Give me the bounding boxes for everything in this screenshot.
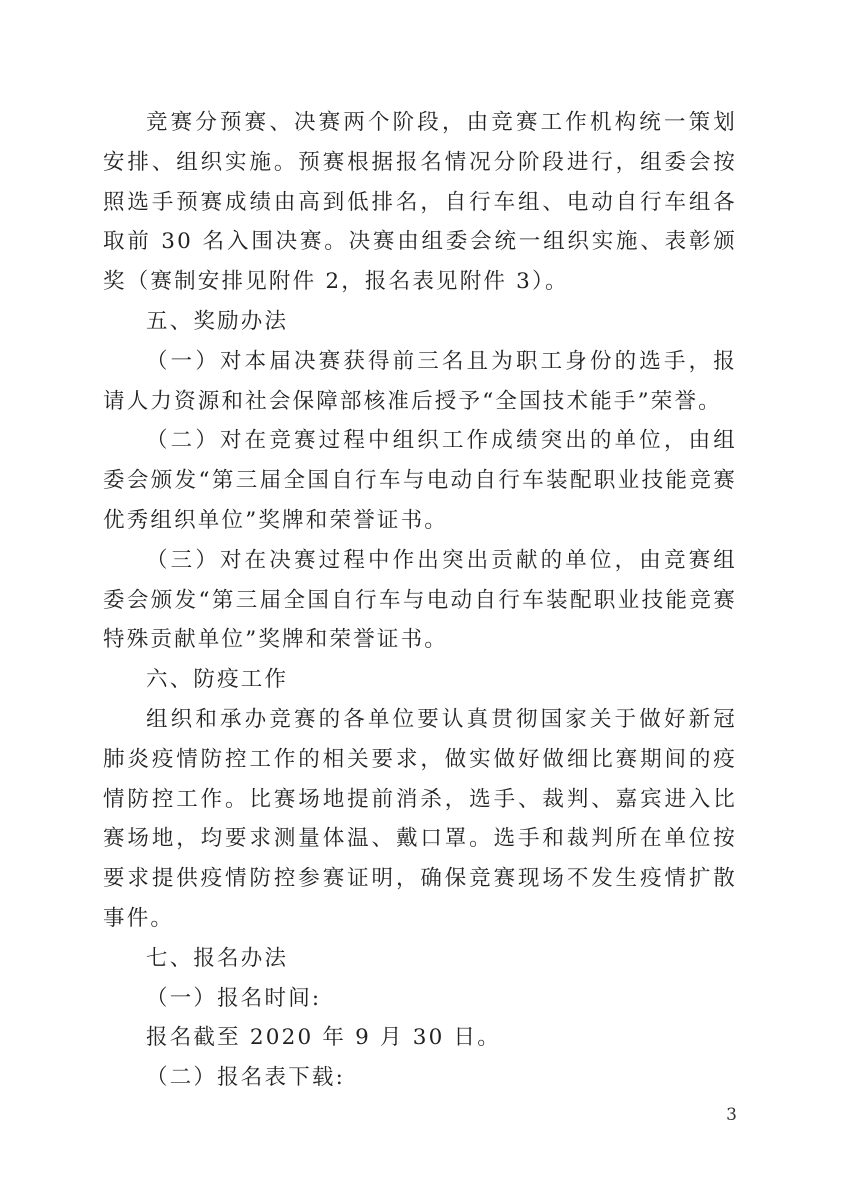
paragraph-award-contribution: （三）对在决赛过程中作出突出贡献的单位，由竞赛组委会颁发“第三届全国自行车与电动自行车装配职业技能竞赛特殊贡献单位”奖牌和荣誉证书。 <box>103 547 737 653</box>
section-heading-epidemic: 六、防疫工作 <box>146 667 289 693</box>
paragraph-award-top3: （一）对本届决赛获得前三名且为职工身份的选手，报请人力资源和社会保障部核准后授予“全国技术能手”荣誉。 <box>103 348 737 414</box>
section-heading-registration: 七、报名办法 <box>146 945 289 971</box>
page-number: 3 <box>726 1105 737 1125</box>
sub-heading-form-download: （二）报名表下载: <box>146 1065 346 1091</box>
sub-heading-registration-time: （一）报名时间: <box>146 985 322 1011</box>
paragraph-competition-stages: 竞赛分预赛、决赛两个阶段，由竞赛工作机构统一策划安排、组织实施。预赛根据报名情况分阶段进行，组委会按照选手预赛成绩由高到低排名，自行车组、电动自行车组各取前 30 名入围决赛。决赛由组委会统一组织实施、表彰颁奖（赛制安排见附件 2，报名表见附件 3）。 <box>103 110 737 295</box>
paragraph-registration-deadline: 报名截至 2020 年 9 月 30 日。 <box>146 1025 501 1051</box>
document-body <box>103 103 737 1098</box>
section-heading-awards: 五、奖励办法 <box>146 308 289 334</box>
paragraph-award-organization: （二）对在竞赛过程中组织工作成绩突出的单位，由组委会颁发“第三届全国自行车与电动自行车装配职业技能竞赛优秀组织单位”奖牌和荣誉证书。 <box>103 428 737 533</box>
paragraph-epidemic-control: 组织和承办竞赛的各单位要认真贯彻国家关于做好新冠肺炎疫情防控工作的相关要求，做实做好做细比赛期间的疫情防控工作。比赛场地提前消杀，选手、裁判、嘉宾进入比赛场地，均要求测量体温、戴口罩。选手和裁判所在单位按要求提供疫情防控参赛证明，确保竞赛现场不发生疫情扩散事件。 <box>103 706 737 931</box>
